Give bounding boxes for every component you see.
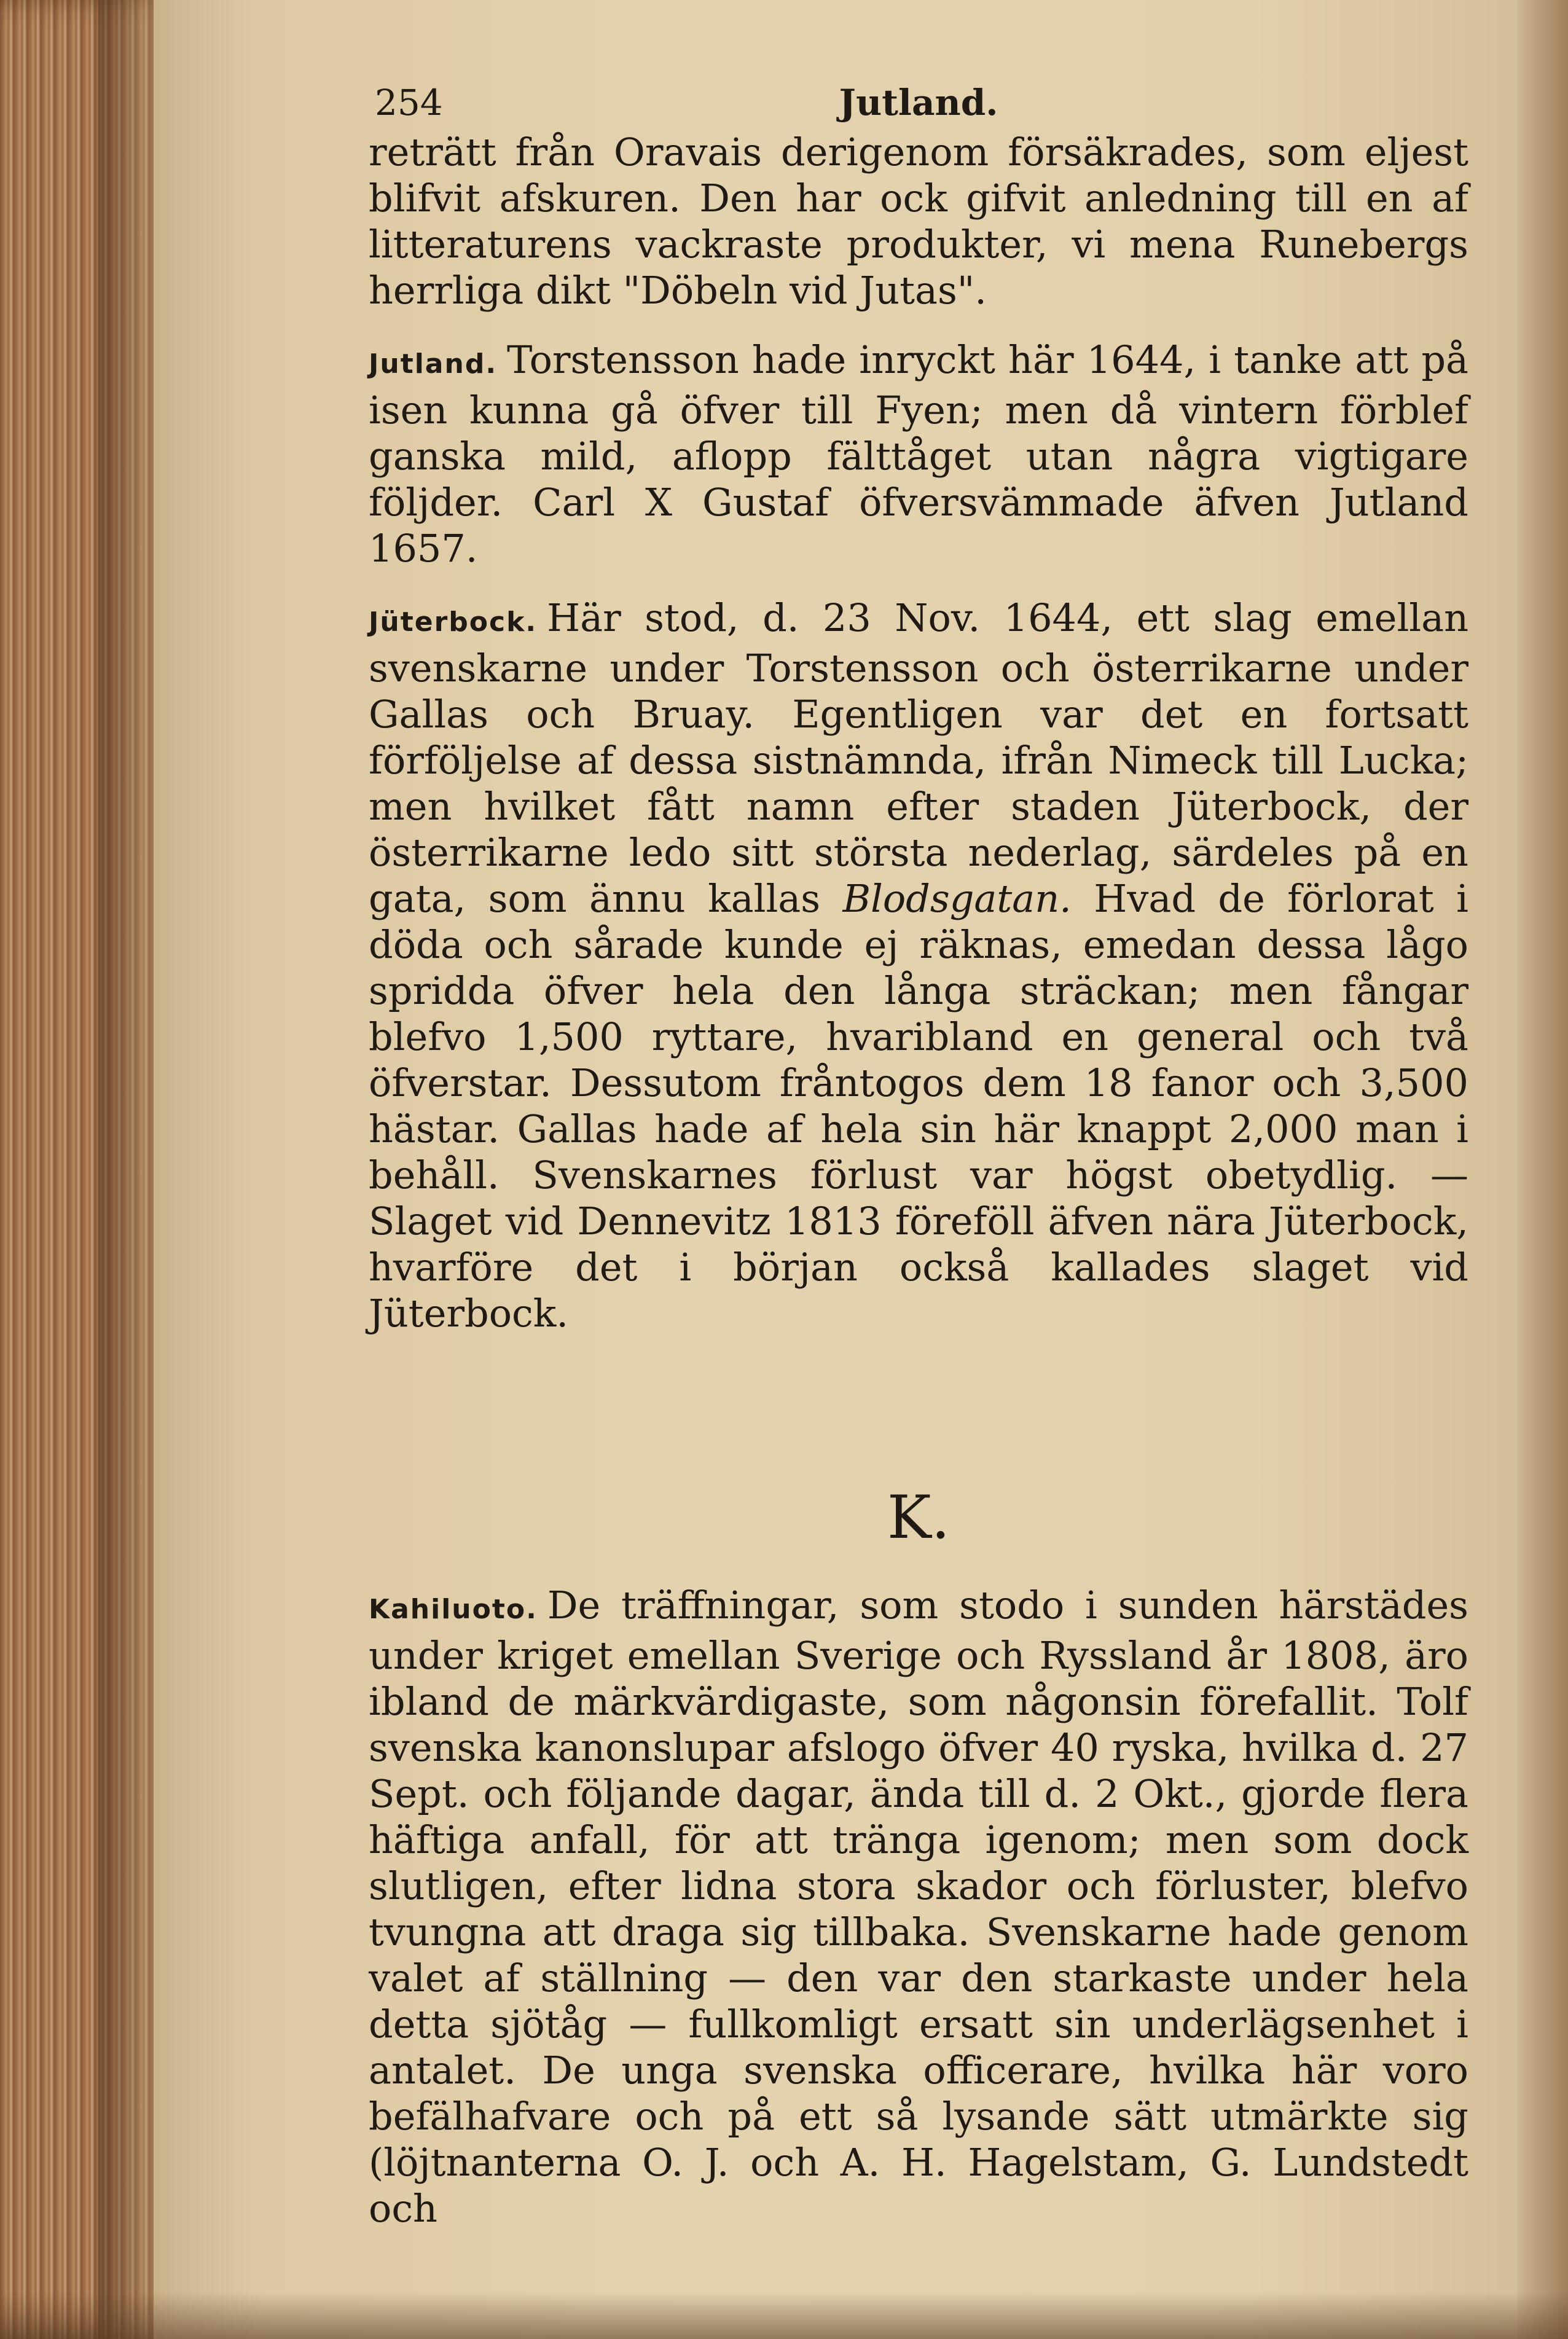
entry-jutland: [369, 337, 1468, 571]
book-gutter: [98, 0, 178, 2339]
entry-text: De träffningar, som stodo i sunden härstädes under kriget emellan Sverige och Ryssland år 1808, äro ibland de märkvärdigaste, som någonsin förefallit. Tolf svenska kanonslupar afslogo öfver 40 ryska, hvilka d. 27 Sept. och följande dagar, ända till d. 2 Okt., gjorde flera häftiga anfall, för att tränga igenom; men som dock slutligen, efter lidna stora skador och förluster, blefvo tvungna att draga sig tillbaka. Svenskarne hade genom valet af ställning — den var den starkaste under hela detta sjötåg — fullkomligt ersatt sin underlägsenhet i antalet. De unga svenska officerare, hvilka här voro befälhafvare och på ett så lysande sätt utmärkte sig (löjtnanterna O. J. och A. H. Hagelstam, G. Lundstedt och: [369, 1583, 1468, 2231]
running-title: Jutland.: [839, 82, 998, 123]
page-number: 254: [375, 82, 443, 123]
entry-text-continued: Hvad de förlorat i döda och sårade kunde ej räknas, emedan dessa lågo spridda öfver hela den långa sträckan; men fångar blefvo 1,500 ryttare, hvaribland en general och två öfverstar. Dessutom fråntogos dem 18 fanor och 3,500 hästar. Gallas hade af hela sin här knappt 2,000 man i behåll. Svenskarnes förlust var högst obetydlig. — Slaget vid Dennevitz 1813 föreföll äfven nära Jüterbock, hvarföre det i början också kallades slaget vid Jüterbock.: [369, 876, 1468, 1336]
page-right-edge: [1518, 0, 1568, 2339]
page-text-block: [369, 80, 1468, 2231]
entry-headword: Kahiluoto.: [369, 1594, 538, 1625]
page-header: [369, 80, 1468, 123]
continuation-paragraph: reträtt från Oravais derigenom försäkrades, som eljest blifvit afskuren. Den har ock gifvit anledning till en af litteraturens vackraste produkter, vi mena Runebergs herrliga dikt "Döbeln vid Jutas".: [369, 130, 1468, 313]
entry-juterbock: [369, 595, 1468, 1336]
entry-text: Här stod, d. 23 Nov. 1644, ett slag emellan svenskarne under Torstensson och österrikarne under Gallas och Bruay. Egentligen var det en fortsatt förföljelse af dessa sistnämnda, ifrån Nimeck till Lucka; men hvilket fått namn efter staden Jüterbock, der österrikarne ledo sitt största nederlag, särdeles på en gata, som ännu kallas: [369, 595, 1468, 921]
entry-kahiluoto: [369, 1582, 1468, 2231]
page-bottom-edge: [0, 2292, 1568, 2339]
entry-headword: Jüterbock.: [369, 606, 538, 638]
entry-italic-term: Blodsgatan.: [842, 876, 1072, 921]
entry-text: Torstensson hade inryckt här 1644, i tanke att på isen kunna gå öfver till Fyen; men då vintern förblef ganska mild, aflopp fälttåget utan några vigtigare följder. Carl X Gustaf öfversvämmade äfven Jutland 1657.: [369, 337, 1468, 571]
entry-headword: Jutland.: [369, 348, 498, 380]
section-letter: K.: [887, 1483, 951, 1552]
